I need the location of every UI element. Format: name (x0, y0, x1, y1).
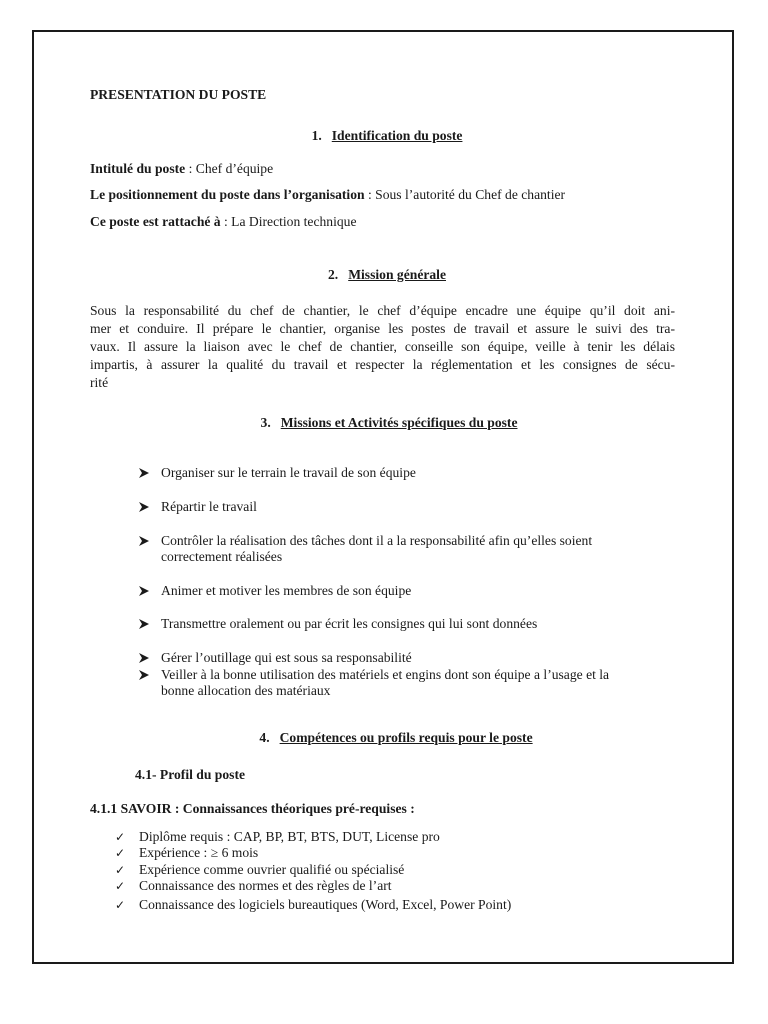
list-item-text: Veiller à la bonne utilisation des matériels et engins dont son équipe a l’usage et la (161, 667, 610, 682)
list-item-text: Contrôler la réalisation des tâches dont il a la responsabilité afin qu’elles soient (161, 533, 593, 548)
field-label: Intitulé du poste (90, 161, 186, 176)
document-title: PRESENTATION DU POSTE (90, 87, 267, 102)
list-item-text: Répartir le travail (161, 499, 257, 514)
section-3-number: 3. (260, 415, 271, 430)
checkmark-icon: ✓ (115, 879, 126, 893)
section-1-heading (0, 127, 768, 144)
paragraph-line: rité (90, 375, 109, 390)
checkmark-icon: ✓ (115, 830, 126, 844)
field-intitule (90, 160, 273, 177)
field-value: : Sous l’autorité du Chef de chantier (364, 187, 566, 202)
section-1-title: Identification du poste (331, 128, 463, 143)
section-1-number: 1. (311, 128, 322, 143)
check-item-text: Expérience : ≥ 6 mois (139, 845, 259, 860)
field-value: : Chef d’équipe (185, 161, 274, 176)
paragraph-line: vaux. Il assure la liaison avec le chef de chantier, conseille son équipe, veille à tenir les délais (90, 339, 675, 354)
checkmark-icon: ✓ (115, 846, 126, 860)
field-positionnement (90, 186, 565, 203)
section-3-title: Missions et Activités spécifiques du poste (280, 415, 518, 430)
section-3-heading (0, 414, 768, 431)
paragraph-line: mer et conduire. Il prépare le chantier, organise les postes de travail et assure le suivi des tra- (90, 321, 675, 336)
arrow-bullet-icon (138, 533, 152, 549)
field-rattachement (90, 213, 357, 230)
section-4-heading (0, 729, 768, 746)
field-label: Ce poste est rattaché à (90, 214, 221, 229)
section-2-title: Mission générale (348, 267, 446, 282)
check-item-text: Connaissance des normes et des règles de l’art (139, 878, 392, 893)
list-item-text: Animer et motiver les membres de son équipe (161, 583, 412, 598)
section-4-title: Compétences ou profils requis pour le poste (279, 730, 533, 745)
mission-paragraph (90, 302, 675, 392)
list-item-text-continued: bonne allocation des matériaux (161, 683, 331, 698)
arrow-bullet-icon (138, 667, 152, 683)
arrow-bullet-icon (138, 583, 152, 599)
check-item-text: Diplôme requis : CAP, BP, BT, BTS, DUT, License pro (139, 829, 440, 844)
arrow-bullet-icon (138, 616, 152, 632)
arrow-bullet-icon (138, 650, 152, 666)
field-label: Le positionnement du poste dans l’organisation (90, 187, 365, 202)
checkmark-icon: ✓ (115, 898, 126, 912)
field-value: : La Direction technique (220, 214, 357, 229)
list-item-text-continued: correctement réalisées (161, 549, 283, 564)
check-item-text: Expérience comme ouvrier qualifié ou spécialisé (139, 862, 405, 877)
checkmark-icon: ✓ (115, 863, 126, 877)
subsection-title: 4.1- Profil du poste (135, 767, 246, 782)
check-item-text: Connaissance des logiciels bureautiques (Word, Excel, Power Point) (139, 897, 512, 912)
arrow-bullet-icon (138, 465, 152, 481)
arrow-bullet-icon (138, 499, 152, 515)
subsubsection-title: 4.1.1 SAVOIR : Connaissances théoriques pré-requises : (90, 801, 415, 816)
section-2-heading (0, 266, 768, 283)
list-item-text: Gérer l’outillage qui est sous sa responsabilité (161, 650, 412, 665)
list-item-text: Organiser sur le terrain le travail de son équipe (161, 465, 416, 480)
list-item-text: Transmettre oralement ou par écrit les consignes qui lui sont données (161, 616, 538, 631)
paragraph-line: impartis, à assurer la qualité du travail et respecter la réglementation et les consignes de sécu- (90, 357, 675, 372)
paragraph-line: Sous la responsabilité du chef de chantier, le chef d’équipe encadre une équipe qu’il doit ani- (90, 303, 675, 318)
section-4-number: 4. (259, 730, 270, 745)
section-2-number: 2. (328, 267, 339, 282)
